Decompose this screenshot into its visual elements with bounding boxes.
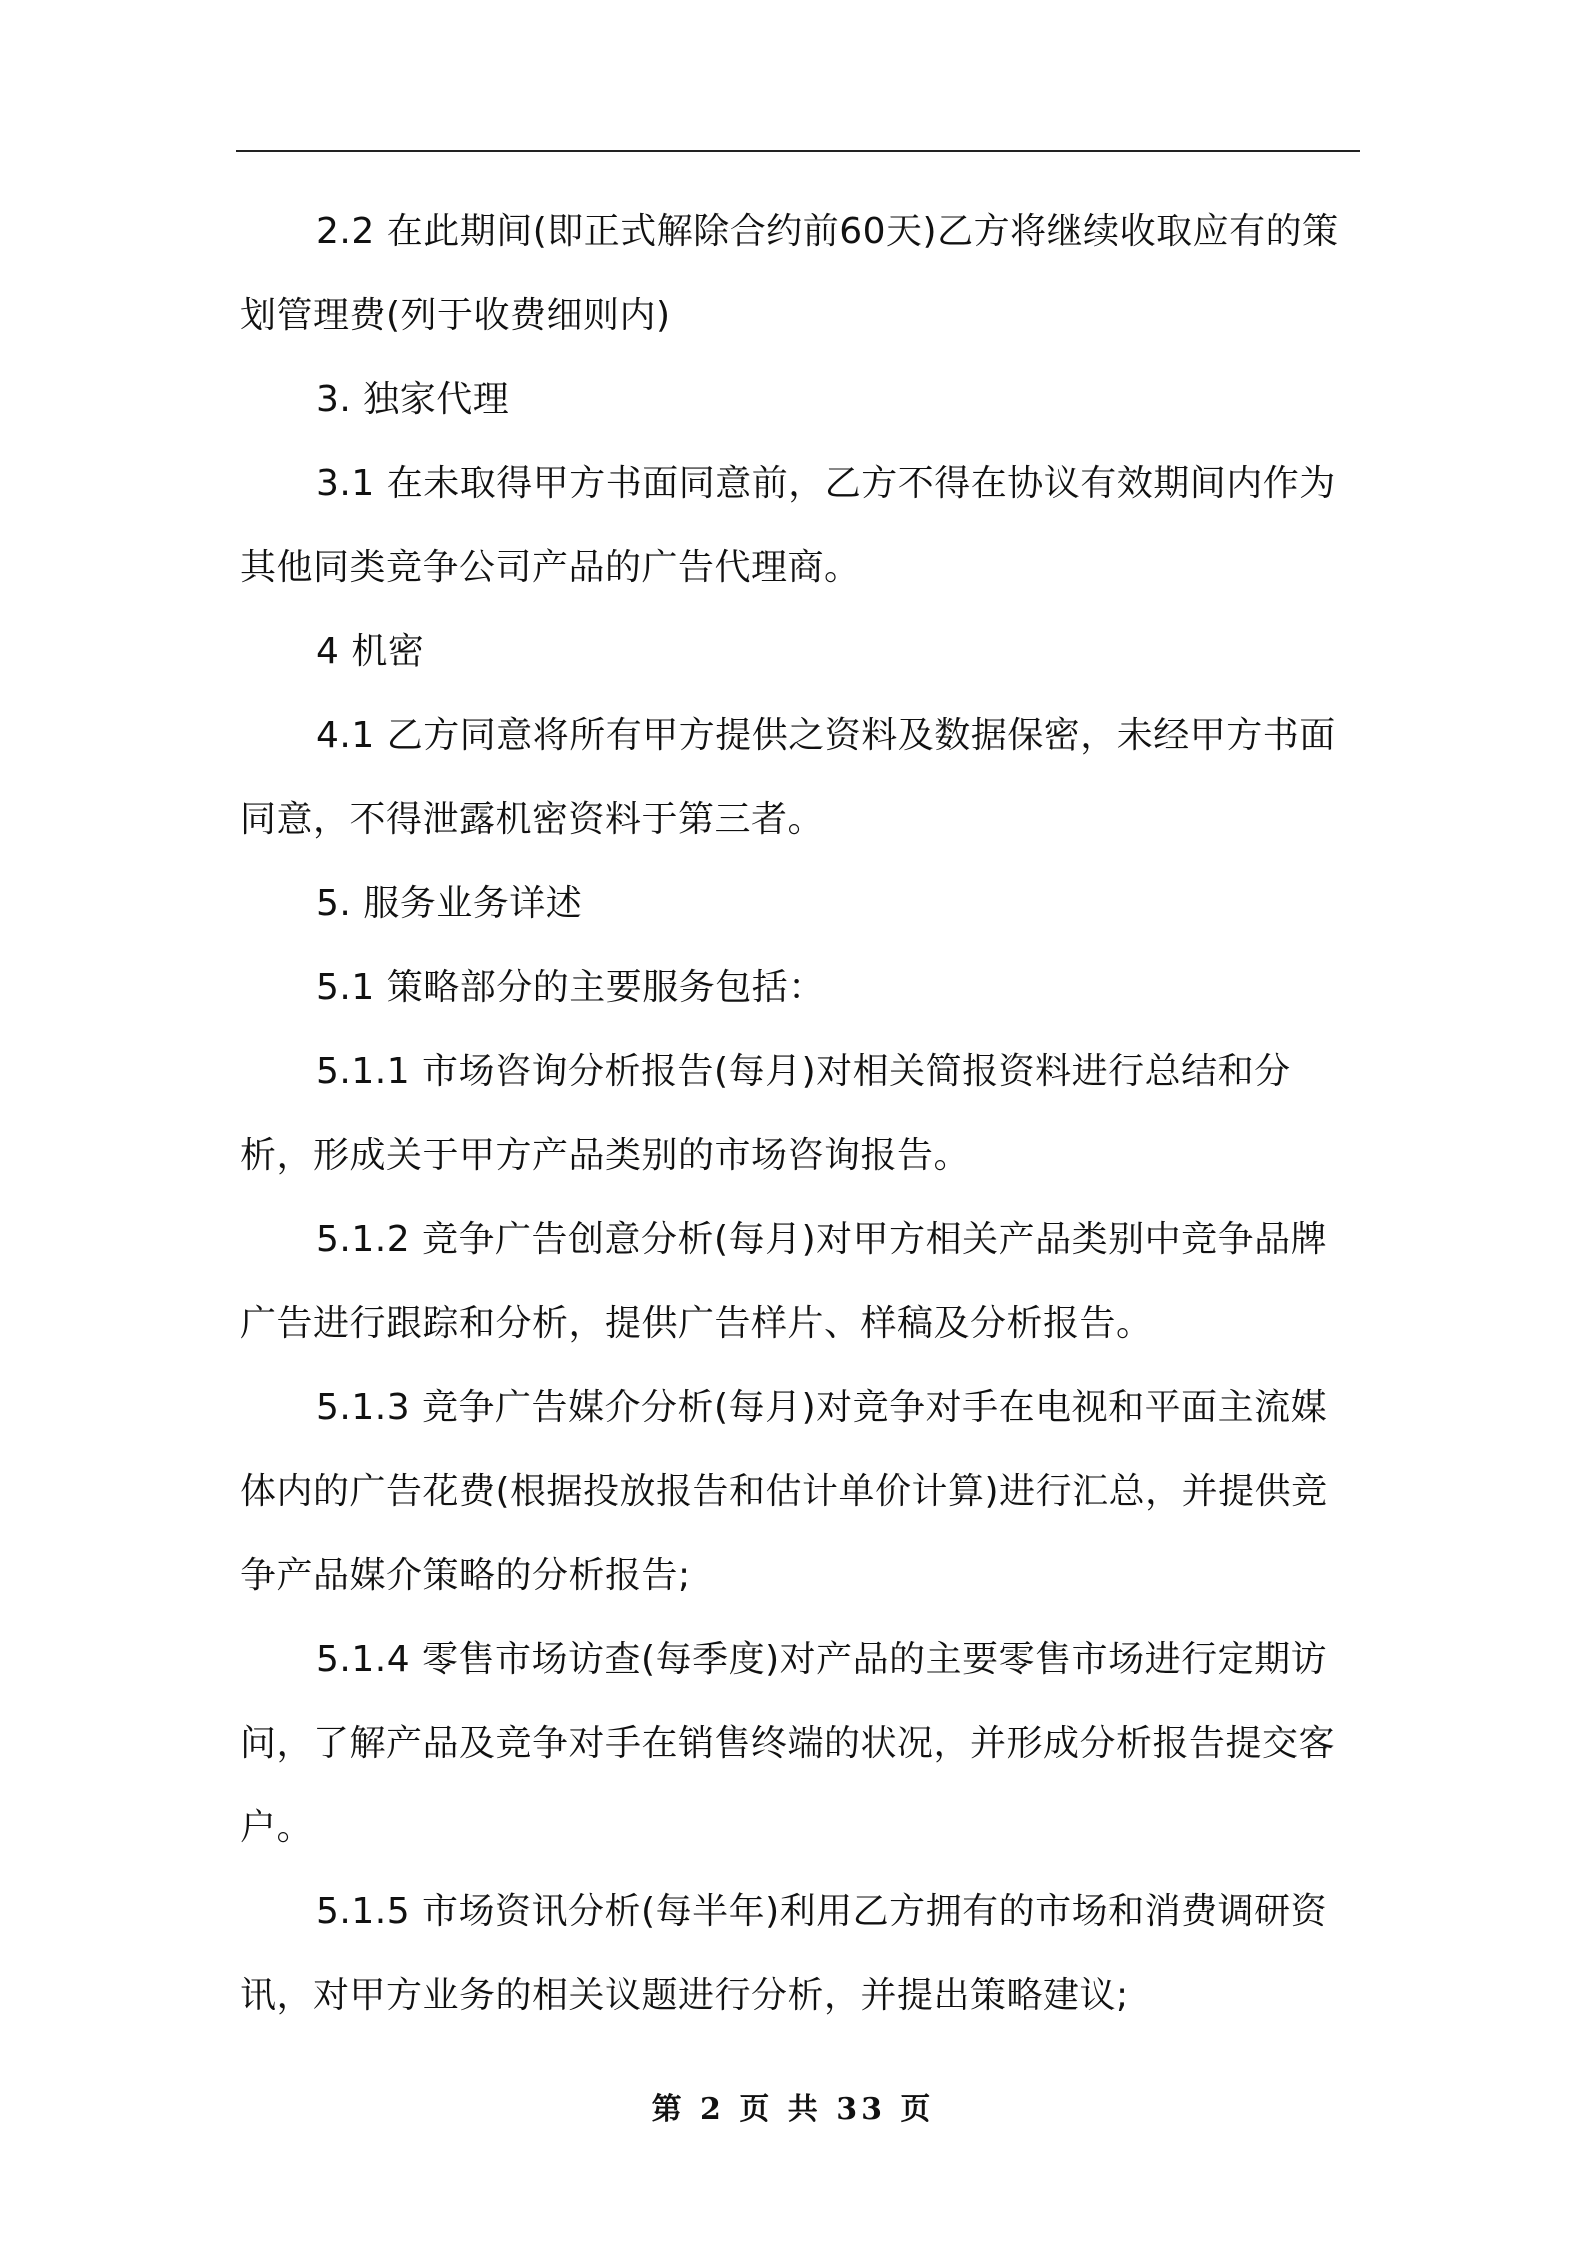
paragraph-5-1-3: 5.1.3 竞争广告媒介分析(每月)对竞争对手在电视和平面主流媒体内的广告花费(根据投放报告和估计单价计算)进行汇总，并提供竞争产品媒介策略的分析报告; (240, 1387, 1328, 1596)
paragraph-5-1: 5.1 策略部分的主要服务包括： (316, 967, 825, 1008)
paragraph-3-1: 3.1 在未取得甲方书面同意前，乙方不得在协议有效期间内作为其他同类竞争公司产品的广告代理商。 (240, 463, 1336, 588)
heading-3-exclusive-agency: 3. 独家代理 (316, 379, 510, 420)
heading-5-service-details: 5. 服务业务详述 (316, 883, 583, 924)
paragraph-5-1-1: 5.1.1 市场咨询分析报告(每月)对相关简报资料进行总结和分析，形成关于甲方产品类别的市场咨询报告。 (240, 1051, 1291, 1176)
page-number-footer: 第 2 页 共 33 页 (651, 2092, 935, 2127)
paragraph-2-2: 2.2 在此期间(即正式解除合约前60天)乙方将继续收取应有的策划管理费(列于收费细则内) (240, 211, 1339, 336)
header-rule (236, 150, 1360, 152)
heading-4-confidentiality: 4 机密 (316, 631, 425, 672)
paragraph-5-1-2: 5.1.2 竞争广告创意分析(每月)对甲方相关产品类别中竞争品牌广告进行跟踪和分析，提供广告样片、样稿及分析报告。 (240, 1219, 1328, 1344)
paragraph-4-1: 4.1 乙方同意将所有甲方提供之资料及数据保密，未经甲方书面同意，不得泄露机密资料于第三者。 (240, 715, 1336, 840)
document-body (240, 190, 1360, 2038)
paragraph-5-1-5: 5.1.5 市场资讯分析(每半年)利用乙方拥有的市场和消费调研资讯，对甲方业务的相关议题进行分析，并提出策略建议; (240, 1891, 1328, 2016)
paragraph-5-1-4: 5.1.4 零售市场访查(每季度)对产品的主要零售市场进行定期访问，了解产品及竞争对手在销售终端的状况，并形成分析报告提交客户。 (240, 1639, 1336, 1848)
